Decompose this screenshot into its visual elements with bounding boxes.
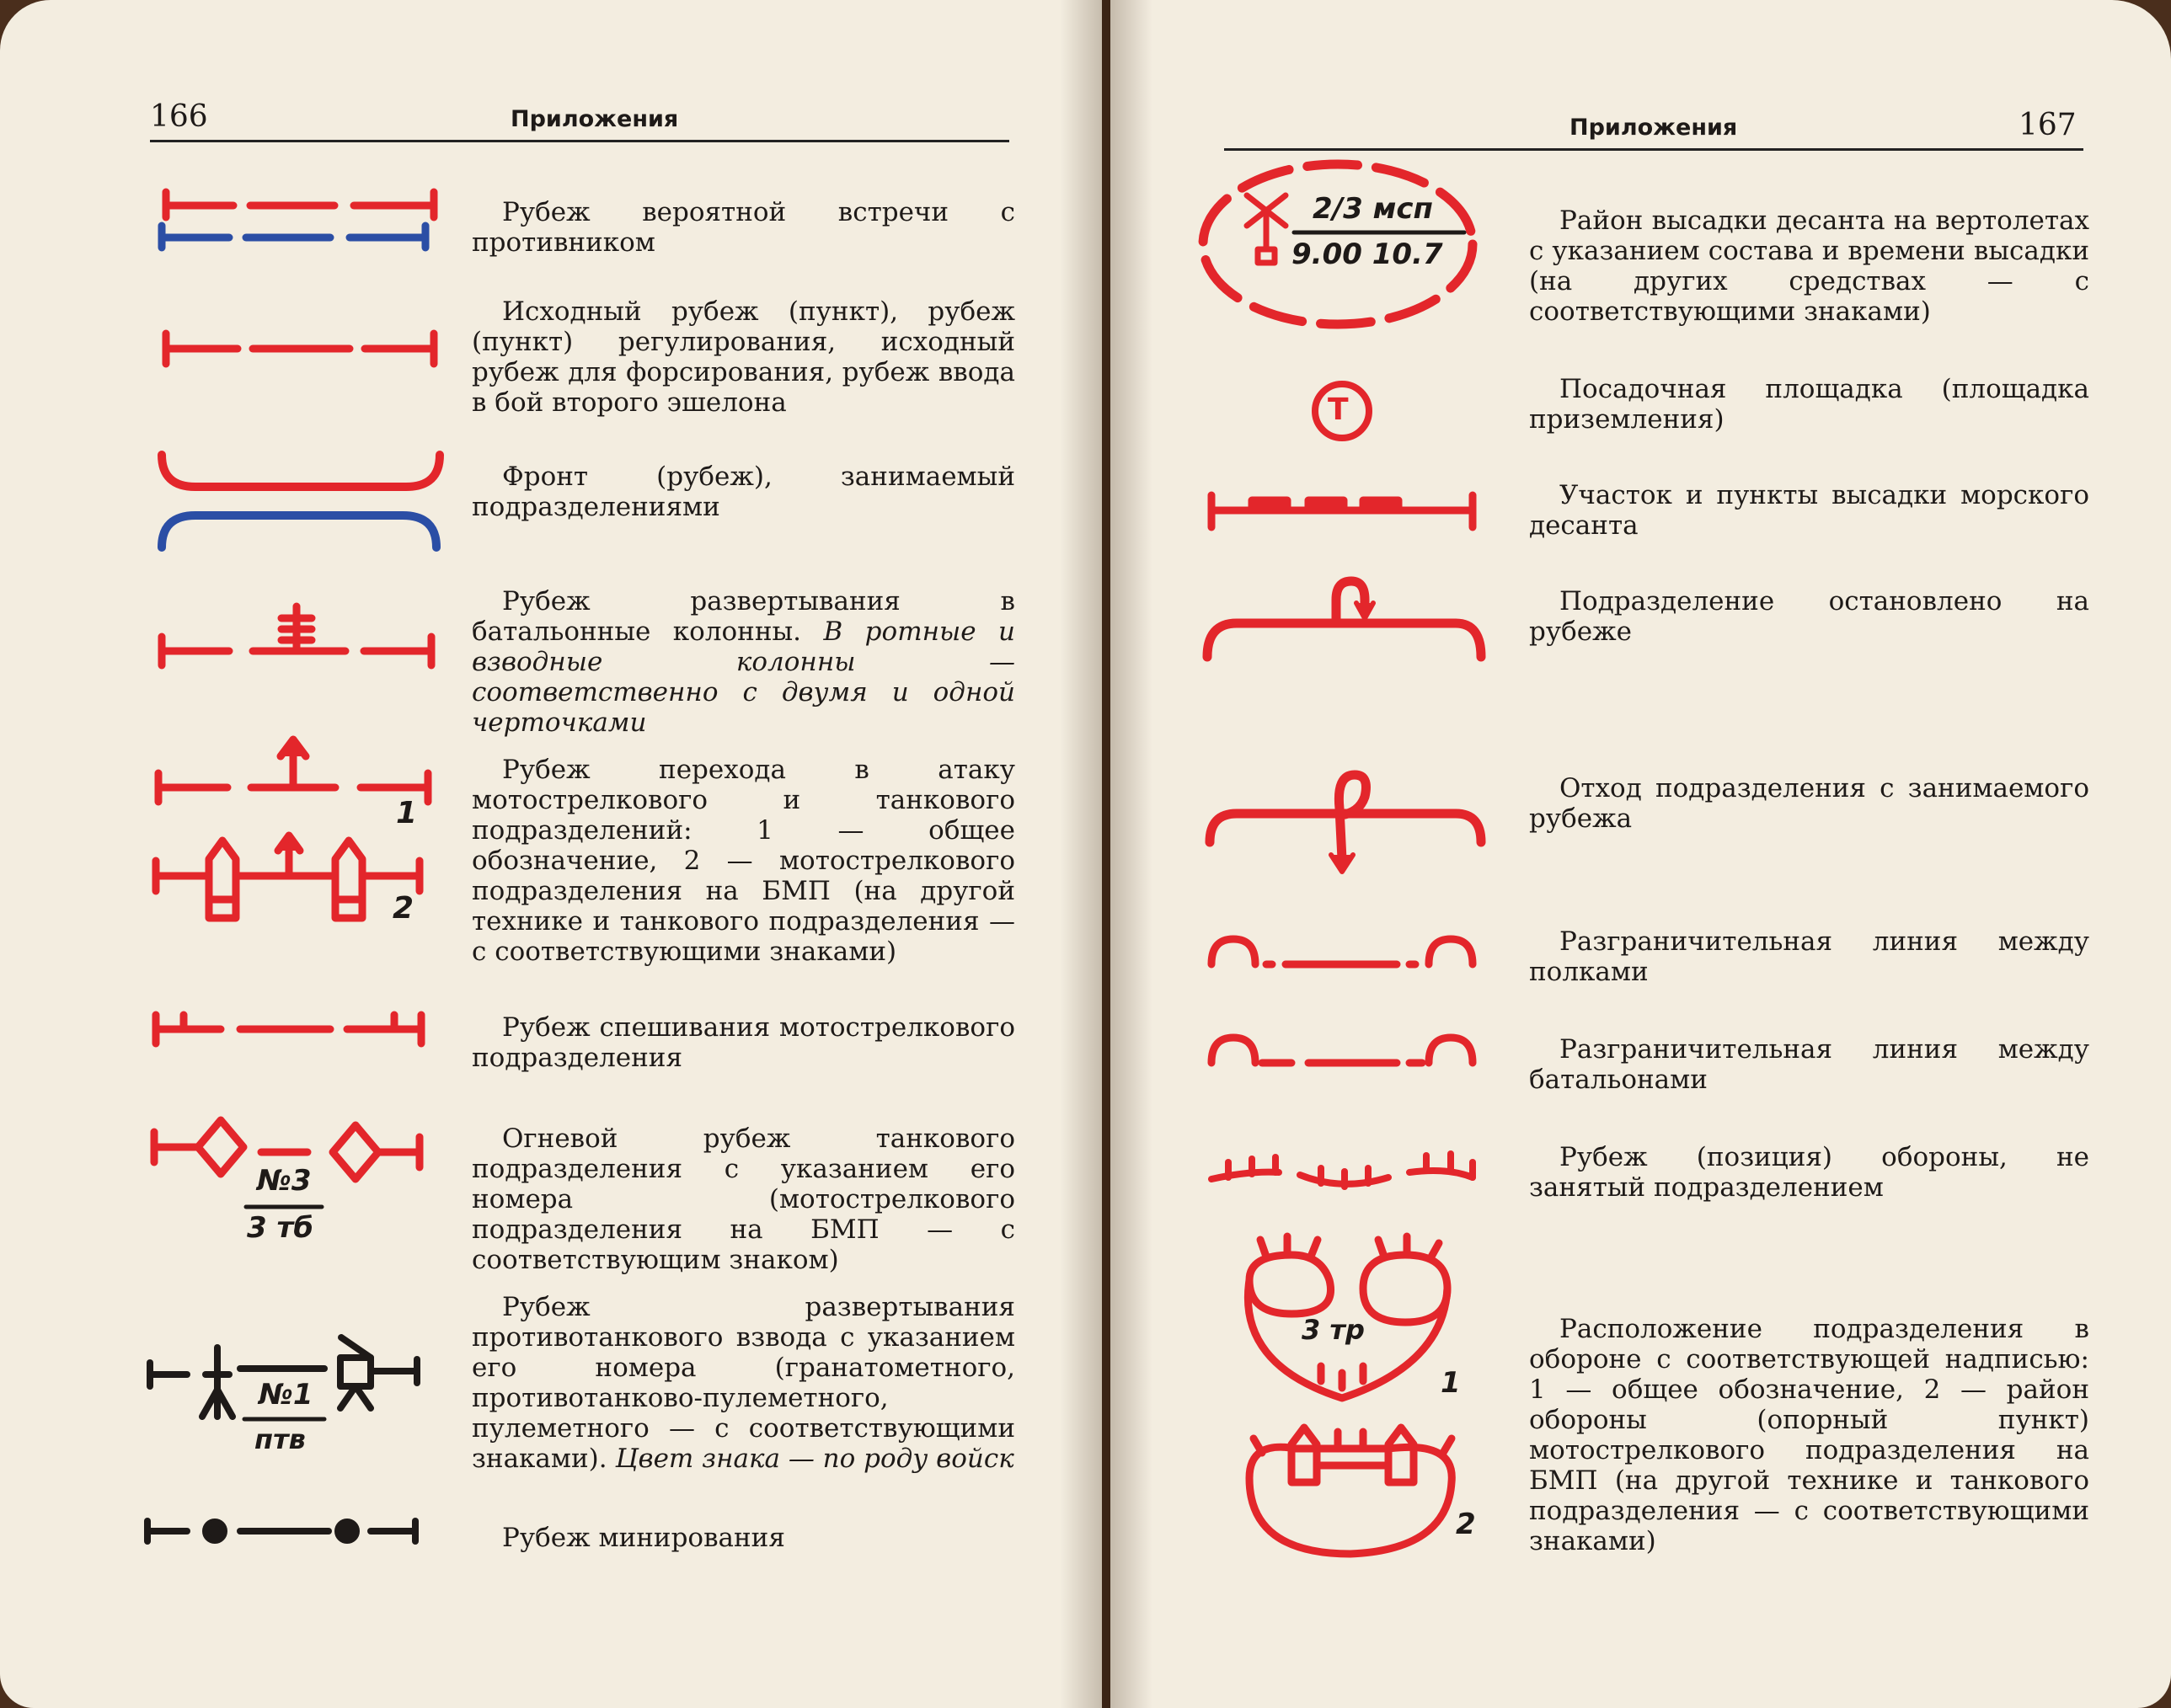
left-symbols	[0, 0, 472, 1708]
right-page	[1110, 0, 2171, 1708]
entry-left-6: Рубеж спешивания мотострелкового подразделения	[472, 1012, 1015, 1073]
symbol-unoccupied-defense	[1211, 1154, 1473, 1187]
running-header-right: Приложения	[1569, 115, 1738, 141]
symbol-dismount-line	[156, 1015, 421, 1043]
symbol-stopped	[1207, 581, 1481, 657]
label-attack-2: 2	[393, 891, 414, 926]
symbol-attack-line-bmp	[156, 835, 420, 918]
running-header-left: Приложения	[511, 106, 679, 132]
landing-site-letter: Т	[1328, 392, 1349, 427]
entry-left-3: Фронт (рубеж), занимаемый подразделениями	[472, 462, 1015, 522]
antitank-line-number: №1	[259, 1378, 313, 1412]
label-attack-1: 1	[396, 796, 418, 830]
entry-left-9: Рубеж минирования	[502, 1523, 785, 1553]
fire-line-unit: 3 тб	[247, 1211, 313, 1245]
symbol-battalion-boundary	[1211, 1038, 1473, 1063]
heli-time-label: 9.00 10.7	[1291, 238, 1443, 271]
symbol-unit-defense-2	[1249, 1428, 1452, 1554]
entry-left-5: Рубеж перехода в атаку мотострелкового и танкового подразделений: 1 — общее обозначение, 2 — мотострелкового подразделения на БМП (на другой технике и танкового подразделения — с соответствующими знаками)	[472, 755, 1015, 967]
symbol-column-deploy	[162, 606, 431, 665]
antitank-line-unit: птв	[254, 1423, 306, 1455]
label-defense-2: 2	[1456, 1508, 1476, 1541]
entry-right-2: Посадочная площадка (площадка приземления)	[1529, 374, 2089, 435]
symbol-start-line	[166, 334, 434, 364]
entry-left-7: Огневой рубеж танкового подразделения с указанием его номера (мотострелкового подразделения на БМП — с соответствующим знаком)	[472, 1124, 1015, 1275]
entry-right-3: Участок и пункты высадки морского десанта	[1529, 480, 2089, 541]
entry-left-4: Рубеж развертывания в батальонные колонны. В ротные и взводные колонны — соответственно с двумя и одной черточками	[472, 586, 1015, 738]
heli-unit-label: 2/3 мсп	[1313, 192, 1434, 226]
symbol-regiment-boundary	[1211, 939, 1473, 964]
symbol-amphibious-landing	[1211, 495, 1473, 527]
symbol-mining-line	[147, 1521, 415, 1541]
symbol-front-blue	[162, 515, 436, 547]
symbol-meeting-line	[162, 192, 434, 248]
page-number-right: 167	[2019, 108, 2077, 142]
symbol-attack-line	[158, 739, 428, 802]
entry-right-6: Разграничительная линия между полками	[1529, 926, 2089, 987]
symbol-withdrawal	[1210, 775, 1481, 872]
label-defense-1: 1	[1441, 1366, 1461, 1400]
entry-left-1: Рубеж вероятной встречи с противником	[472, 197, 1015, 258]
entry-left-8: Рубеж развертывания противотанкового взвода с указанием его номера (гранатометного, противотанково-пулеметного, пулеметного — с соответствующими знаками). Цвет знака — по роду войск	[472, 1292, 1015, 1474]
entry-right-1: Район высадки десанта на вертолетах с указанием состава и времени высадки (на других средствах — с соответствующими знаками)	[1529, 205, 2089, 327]
symbol-front-red	[162, 455, 440, 487]
entry-left-2: Исходный рубеж (пункт), рубеж (пункт) регулирования, исходный рубеж для форсирования, рубеж ввода в бой второго эшелона	[472, 296, 1015, 418]
entry-right-9: Расположение подразделения в обороне с соответствующей надписью: 1 — общее обозначение, 2 — район обороны (опорный пункт) мотострелкового подразделения на БМП (на другой технике и танкового подразделения — с соответствующими знаками)	[1529, 1314, 2089, 1556]
defense-unit-label: 3 тр	[1302, 1314, 1365, 1346]
fire-line-number: №3	[257, 1164, 312, 1198]
entry-right-4: Подразделение остановлено на рубеже	[1529, 586, 2089, 647]
page-number-left: 166	[150, 99, 208, 134]
entry-right-7: Разграничительная линия между батальонами	[1529, 1034, 2089, 1095]
symbol-helicopter	[1247, 195, 1286, 263]
entry-right-8: Рубеж (позиция) обороны, не занятый подразделением	[1529, 1142, 2089, 1203]
entry-right-5: Отход подразделения с занимаемого рубежа	[1529, 773, 2089, 834]
